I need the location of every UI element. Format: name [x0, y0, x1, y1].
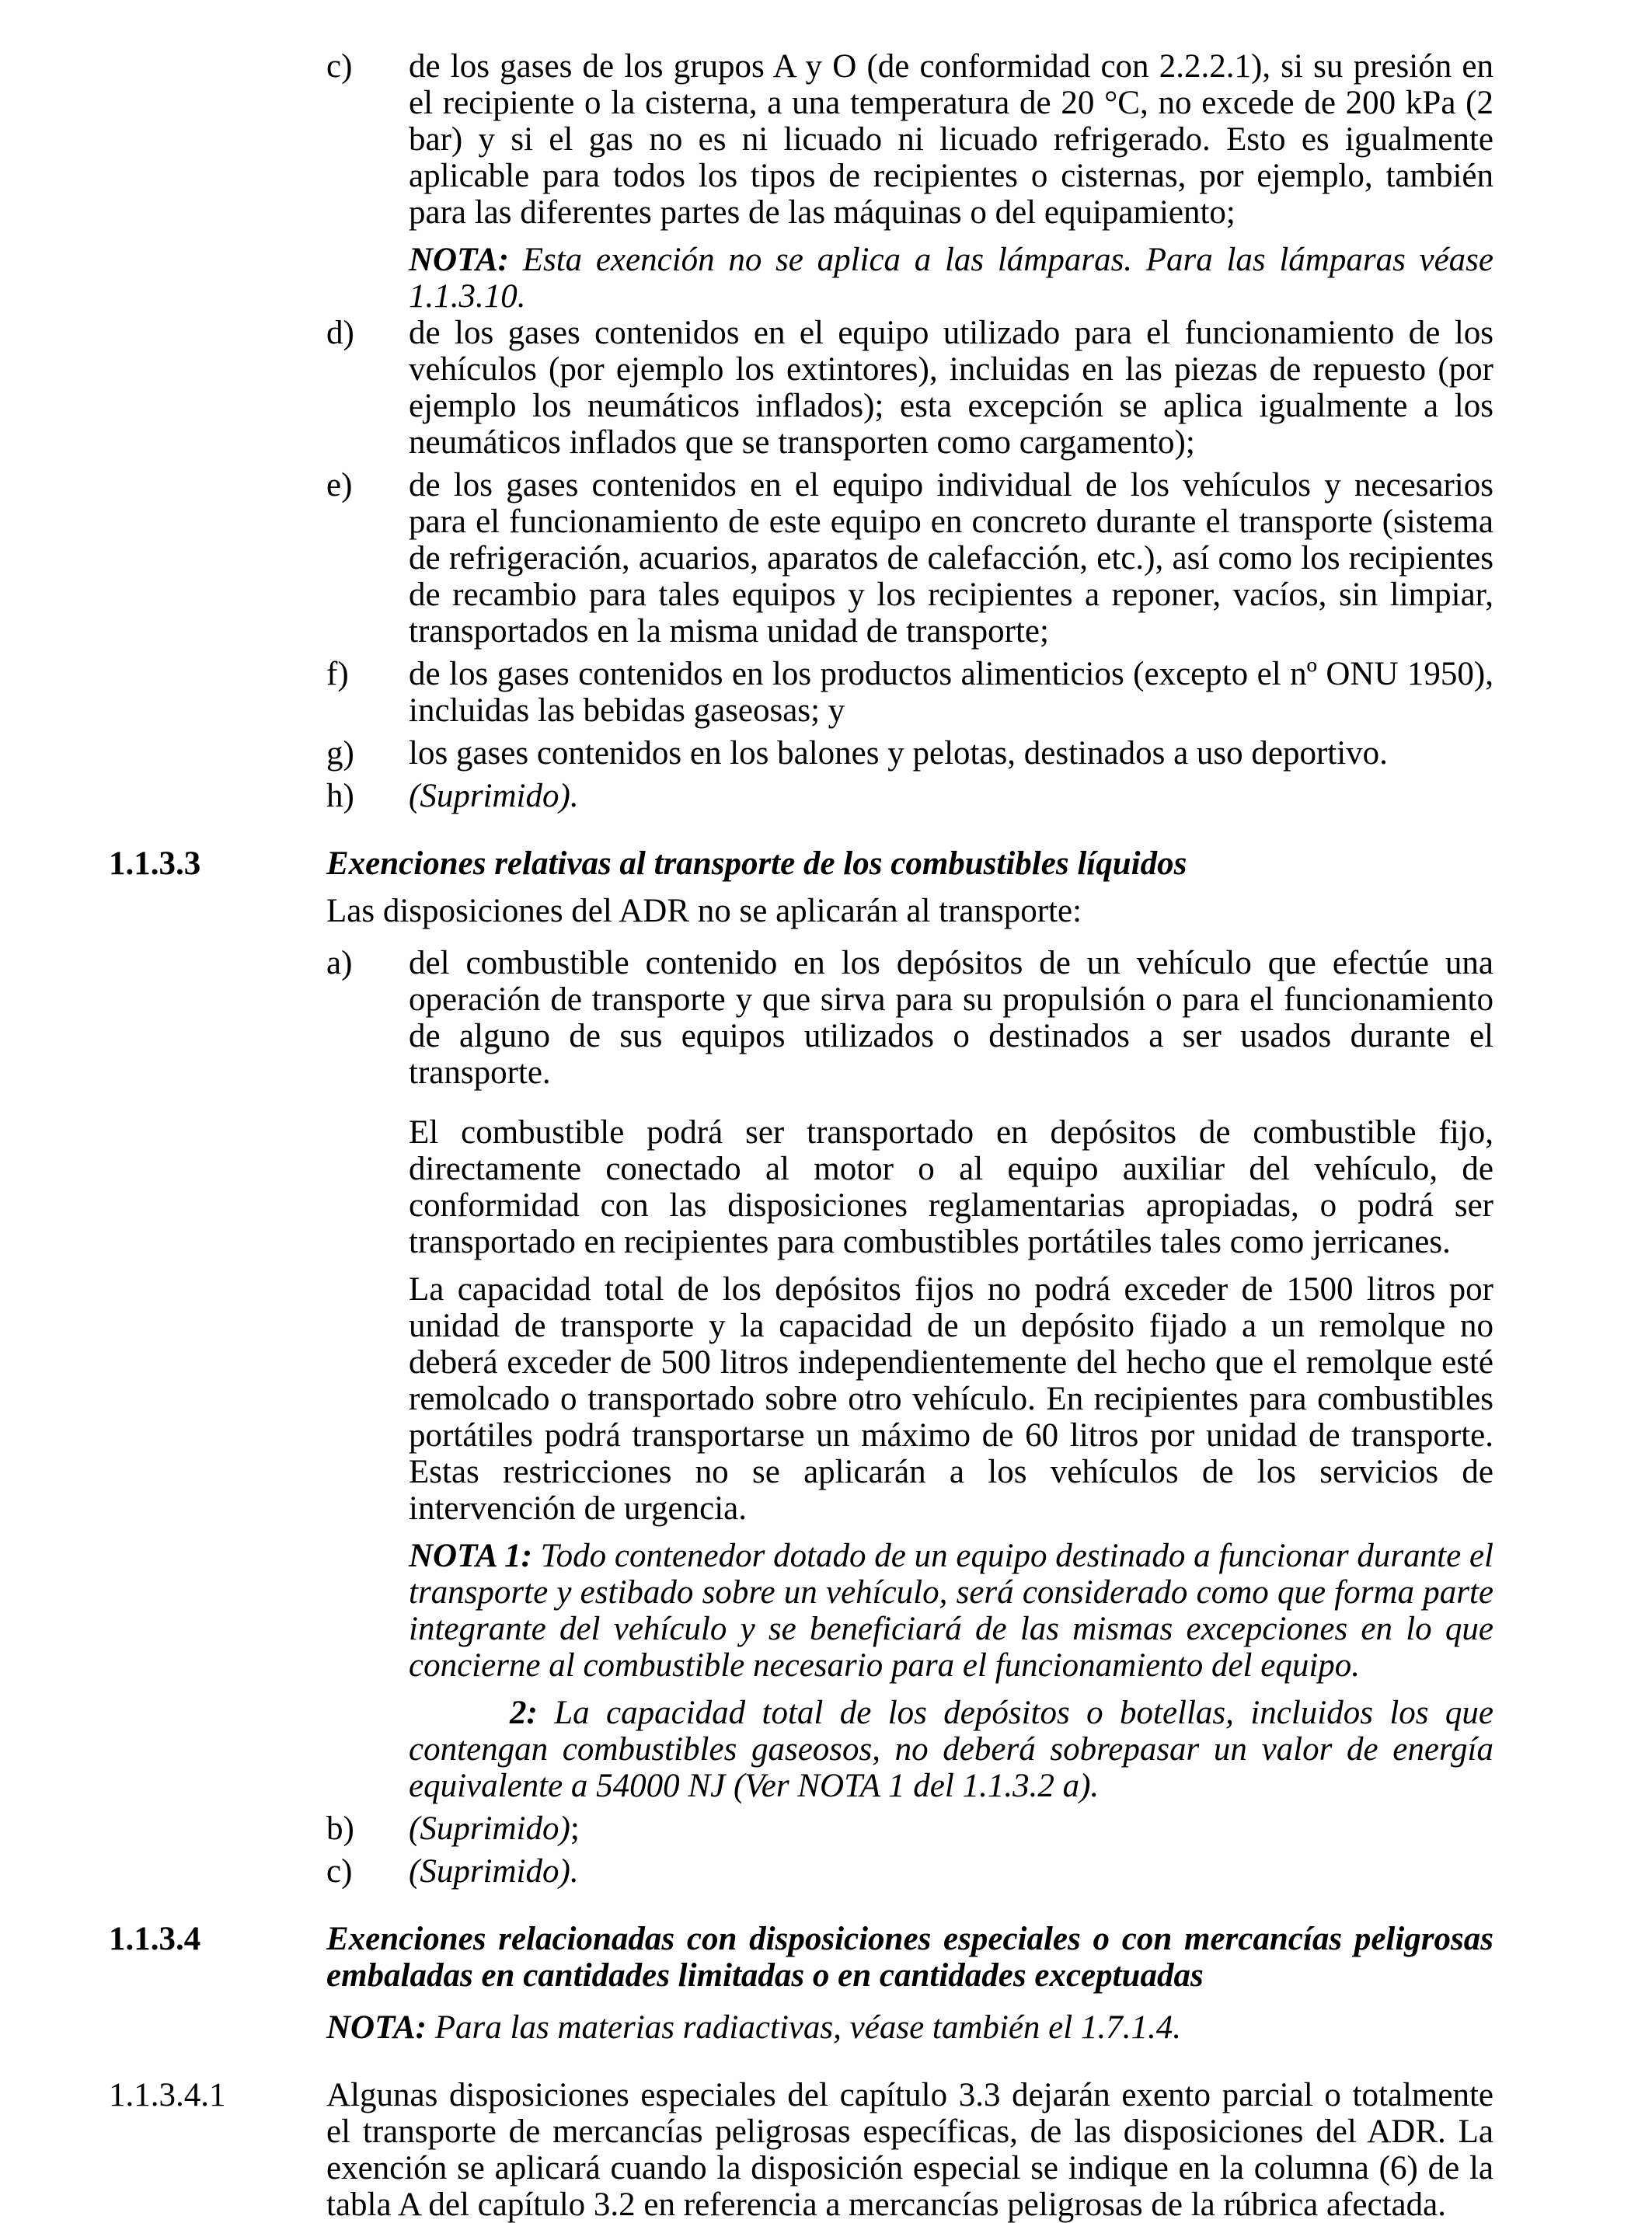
list-text: de los gases contenidos en los productos alimenticios (excepto el nº ONU 1950), incluidas las bebidas gaseosas; y — [409, 656, 1493, 729]
list-item-c — [326, 48, 1493, 231]
list-text: del combustible contenido en los depósitos de un vehículo que efectúe una operación de transporte y que sirva para su propulsión o para el funcionamiento de alguno de sus equipos utilizados o destinados a ser usados durante el transporte. — [409, 945, 1493, 1091]
list-label: e) — [326, 467, 353, 503]
section-number: 1.1.3.4.1 — [109, 2077, 226, 2113]
list-item-d — [326, 315, 1493, 461]
list-label: b) — [326, 1810, 354, 1847]
list-text: los gases contenidos en los balones y pelotas, destinados a uso deportivo. — [409, 735, 1388, 772]
section-1-1-3-4 — [109, 1921, 1493, 1994]
note-prefix: NOTA 1: — [409, 1538, 532, 1574]
list-text: de los gases contenidos en el equipo individual de los vehículos y necesarios para el funcionamiento de este equipo en concreto durante el transporte (sistema de refrigeración, acuarios, aparatos de calefacción, etc.), así como los recipientes de recambio para tales equipos y los recipientes a reponer, vacíos, sin limpiar, transportados en la misma unidad de transporte; — [409, 467, 1493, 650]
note-radiactivas — [326, 2009, 1493, 2046]
list-text: (Suprimido). — [409, 1853, 579, 1890]
section-text: Algunas disposiciones especiales del capítulo 3.3 dejarán exento parcial o totalmente el transporte de mercancías peligrosas específicas, de las disposiciones del ADR. La exención se aplicará cuando la disposición especial se indique en la columna (6) de la tabla A del capítulo 3.2 en referencia a mercancías peligrosas de la rúbrica afectada. — [326, 2077, 1493, 2223]
note-prefix: NOTA: — [409, 242, 509, 278]
list-item-f — [326, 656, 1493, 729]
note-prefix: 2: — [510, 1695, 538, 1731]
note-text: La capacidad total de los depósitos o botellas, incluidos los que contengan combustibles gaseosos, no deberá sobrepasar un valor de energía equivalente a 54000 NJ (Ver NOTA 1 del 1.1.3.2 a). — [409, 1695, 1493, 1804]
paragraph-capacidad: La capacidad total de los depósitos fijos no podrá exceder de 1500 litros por unidad de transporte y la capacidad de un depósito fijado a un remolque no deberá exceder de 500 litros independientemente del hecho que el remolque esté remolcado o transportado sobre otro vehículo. En recipientes para combustibles portátiles podrá transportarse un máximo de 60 litros por unidad de transporte. Estas restricciones no se aplicarán a los vehículos de los servicios de intervención de urgencia. — [409, 1271, 1493, 1527]
list-label: c) — [326, 1853, 353, 1890]
list-text: (Suprimido). — [409, 778, 579, 814]
note-1 — [409, 1538, 1493, 1684]
document-page — [0, 48, 1652, 2223]
list-label: f) — [326, 656, 349, 692]
section-1-1-3-3 — [109, 845, 1493, 882]
list-text: de los gases contenidos en el equipo utilizado para el funcionamiento de los vehículos (por ejemplo los extintores), incluidas en las piezas de repuesto (por ejemplo los neumáticos inflados); esta excepción se aplica igualmente a los neumáticos inflados que se transporten como cargamento); — [409, 315, 1493, 461]
list-label: h) — [326, 778, 354, 814]
section-intro: Las disposiciones del ADR no se aplicarán al transporte: — [326, 893, 1082, 929]
list-label: a) — [326, 945, 353, 981]
list-text-tail: ; — [570, 1810, 580, 1847]
list-label: c) — [326, 48, 353, 85]
list-item-e — [326, 467, 1493, 650]
list-label: g) — [326, 735, 354, 772]
list-item-a — [326, 945, 1493, 1091]
section-heading: Exenciones relativas al transporte de los combustibles líquidos — [326, 845, 1187, 882]
list-text: (Suprimido) — [409, 1810, 570, 1847]
note-text: Para las materias radiactivas, véase también el 1.7.1.4. — [427, 2009, 1181, 2046]
paragraph-combustible: El combustible podrá ser transportado en depósitos de combustible fijo, directamente conectado al motor o al equipo auxiliar del vehículo, de conformidad con las disposiciones reglamentarias apropiadas, o podrá ser transportado en recipientes para combustibles portátiles tales como jerricanes. — [409, 1114, 1493, 1260]
note-2 — [409, 1695, 1493, 1804]
section-number: 1.1.3.3 — [109, 845, 201, 882]
list-text: de los gases de los grupos A y O (de conformidad con 2.2.2.1), si su presión en el recipiente o la cisterna, a una temperatura de 20 °C, no excede de 200 kPa (2 bar) y si el gas no es ni licuado ni licuado refrigerado. Esto es igualmente aplicable para todos los tipos de recipientes o cisternas, por ejemplo, también para las diferentes partes de las máquinas o del equipamiento; — [409, 48, 1493, 231]
list-label: d) — [326, 315, 354, 351]
list-item-g — [326, 735, 1493, 772]
note-text: Todo contenedor dotado de un equipo destinado a funcionar durante el transporte y estibado sobre un vehículo, será considerado como que forma parte integrante del vehículo y se beneficiará de las mismas excepciones en lo que concierne al combustible necesario para el funcionamiento del equipo. — [409, 1538, 1493, 1684]
note-lamparas — [409, 242, 1493, 315]
section-heading: Exenciones relacionadas con disposiciones especiales o con mercancías peligrosas embaladas en cantidades limitadas o en cantidades exceptuadas — [326, 1921, 1493, 1994]
list-item-c2 — [326, 1853, 1493, 1890]
section-1-1-3-4-1 — [109, 2077, 1493, 2223]
note-prefix: NOTA: — [326, 2009, 427, 2046]
list-item-b — [326, 1810, 1493, 1847]
list-item-h — [326, 778, 1493, 814]
note-text: Esta exención no se aplica a las lámparas. Para las lámparas véase 1.1.3.10. — [409, 242, 1493, 315]
section-number: 1.1.3.4 — [109, 1921, 201, 1957]
